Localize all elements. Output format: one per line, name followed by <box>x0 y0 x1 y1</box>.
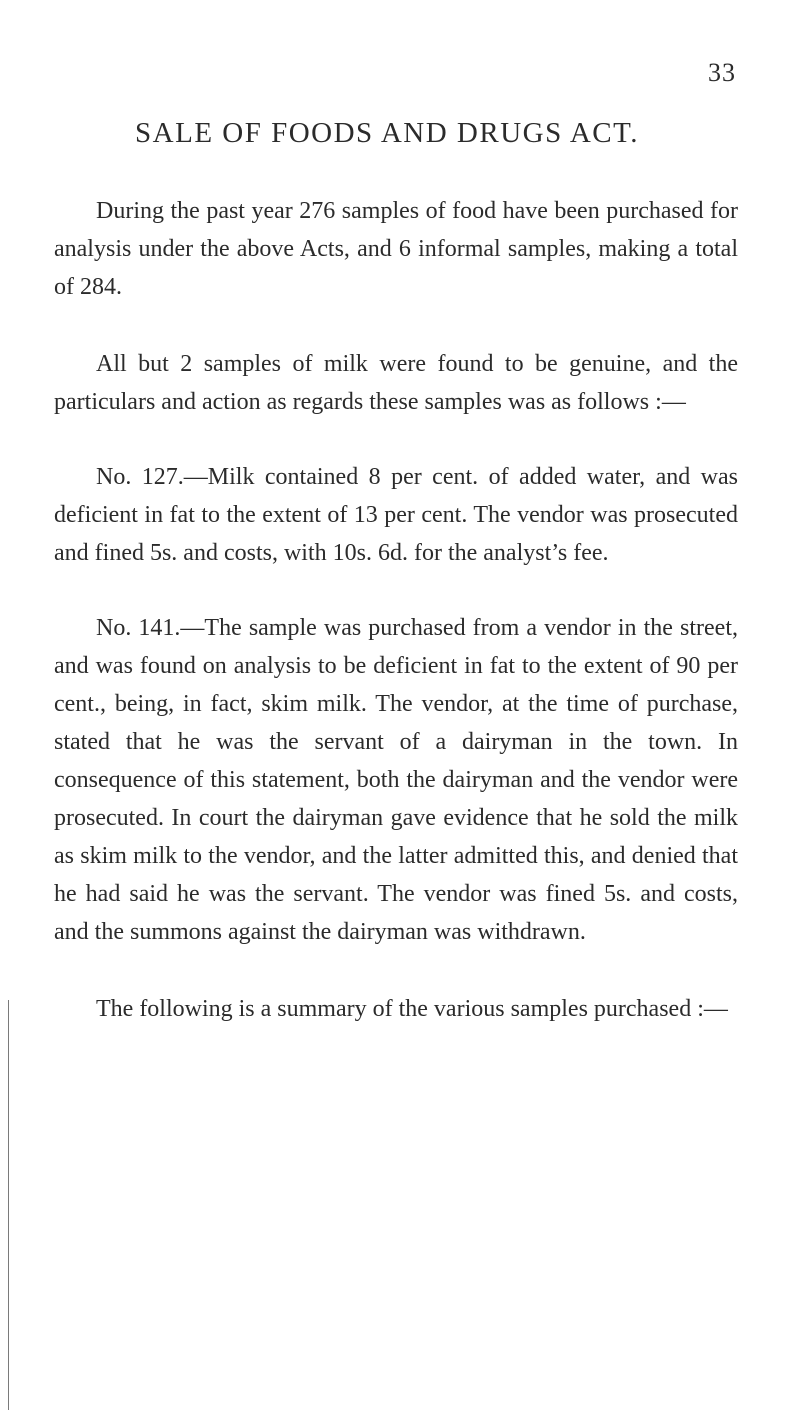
body-text <box>54 192 738 1028</box>
paragraph-summary-intro: The following is a summary of the various samples purchased :— <box>96 996 728 1022</box>
paragraph-milk-genuine: All but 2 samples of milk were found to be genuine, and the particulars and action as regards these samples was as follows :— <box>54 351 738 415</box>
page-title: SALE OF FOODS AND DRUGS ACT. <box>135 117 639 149</box>
paragraph-sample-141: No. 141.—The sample was purchased from a vendor in the street, and was found on analysis to be deficient in fat to the extent of 90 per cent., being, in fact, skim milk. The vendor, at the time of purchase, stated that he was the servant of a dairyman in the town. In consequence of this statement, both the dairyman and the vendor were prosecuted. In court the dairyman gave evidence that he sold the milk as skim milk to the vendor, and the latter admitted this, and denied that he had said he was the servant. The vendor was fined 5s. and costs, and the summons against the dairyman was withdrawn. <box>54 615 738 945</box>
binding-margin-line <box>8 1000 9 1410</box>
page-number: 33 <box>708 58 736 87</box>
paragraph-sample-127: No. 127.—Milk contained 8 per cent. of added water, and was deficient in fat to the extent of 13 per cent. The vendor was prosecuted and fined 5s. and costs, with 10s. 6d. for the analyst’s fee. <box>54 464 738 566</box>
paragraph-samples-purchased: During the past year 276 samples of food have been purchased for analysis under the above Acts, and 6 informal samples, making a total of 284. <box>54 198 738 300</box>
